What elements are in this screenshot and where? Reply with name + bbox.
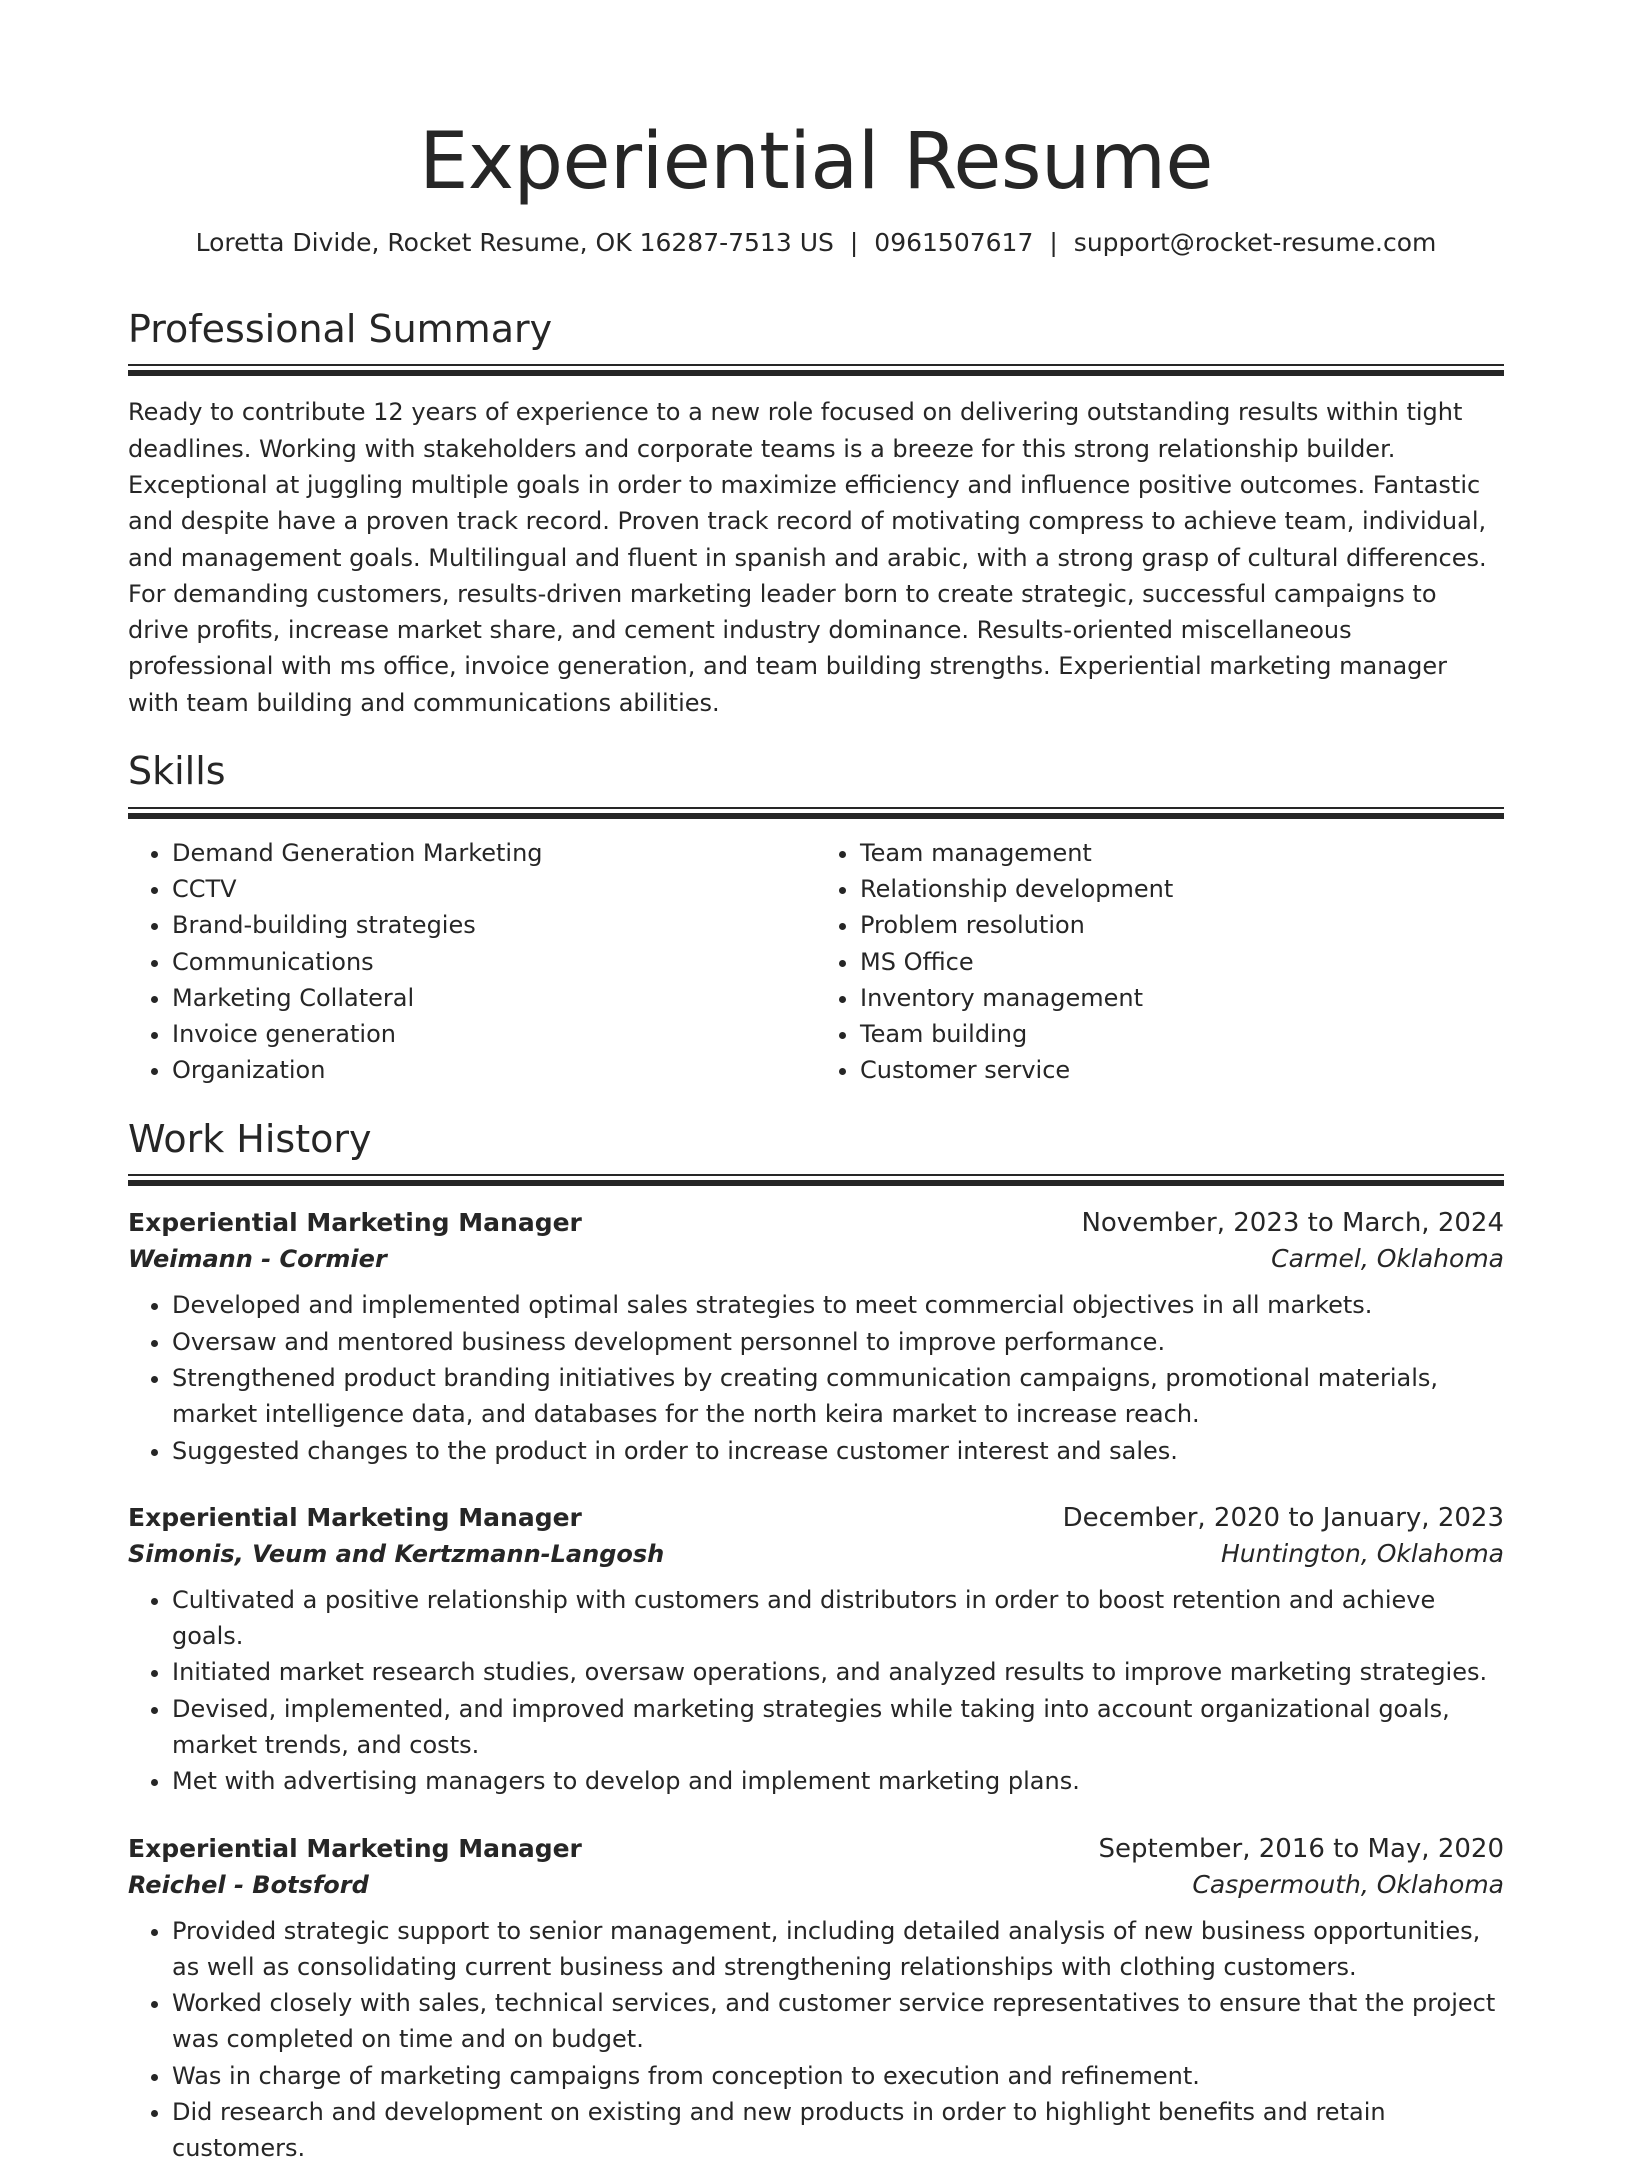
skill-item: • Invoice generation xyxy=(172,1016,816,1052)
job-bullet: • Strengthened product branding initiatives by creating communication campaigns, promotional materials, market intelligence data, and databases for the north keira market to increase reach. xyxy=(172,1360,1504,1433)
summary-section xyxy=(128,307,1504,721)
job-location: Huntington, Oklahoma xyxy=(1220,1538,1504,1568)
section-divider xyxy=(128,807,1504,819)
skill-item: • Brand-building strategies xyxy=(172,907,816,943)
job-bullet: • Devised, implemented, and improved marketing strategies while taking into account organizational goals, market trends, and costs. xyxy=(172,1691,1504,1764)
job-subheader-row xyxy=(128,1533,1504,1568)
job-title: Experiential Marketing Manager xyxy=(128,1208,582,1238)
skill-item: • CCTV xyxy=(172,871,816,907)
skill-item: • Team management xyxy=(860,835,1504,871)
job-header-row xyxy=(128,1834,1504,1864)
contact-separator: | xyxy=(849,227,859,257)
job-bullet: • Initiated market research studies, oversaw operations, and analyzed results to improve marketing strategies. xyxy=(172,1654,1504,1690)
job-bullet: • Did research and development on existing and new products in order to highlight benefits and retain customers. xyxy=(172,2094,1504,2167)
skill-item: • Customer service xyxy=(860,1052,1504,1088)
job-location: Caspermouth, Oklahoma xyxy=(1192,1869,1504,1899)
job-bullet: • Suggested changes to the product in order to increase customer interest and sales. xyxy=(172,1433,1504,1469)
skills-left-list xyxy=(128,835,816,1089)
job-dates: November, 2023 to March, 2024 xyxy=(1081,1208,1504,1239)
contact-line xyxy=(128,228,1504,257)
job-bullet: • Cultivated a positive relationship with customers and distributors in order to boost retention and achieve goals. xyxy=(172,1582,1504,1655)
skill-item: • MS Office xyxy=(860,944,1504,980)
job-company: Simonis, Veum and Kertzmann-Langosh xyxy=(128,1539,665,1568)
job-dates: September, 2016 to May, 2020 xyxy=(1098,1833,1504,1864)
summary-text: Ready to contribute 12 years of experience to a new role focused on delivering outstanding results within tight deadlines. Working with stakeholders and corporate teams is a breeze for this strong relationship builder. Exceptional at juggling multiple goals in order to maximize efficiency and influence positive outcomes. Fantastic and despite have a proven track record. Proven track record of motivating compress to achieve team, individual, and management goals. Multilingual and fluent in spanish and arabic, with a strong grasp of cultural differences. For demanding customers, results-driven marketing leader born to create strategic, successful campaigns to drive profits, increase market share, and cement industry dominance. Results-oriented miscellaneous professional with ms office, invoice generation, and team building strengths. Experiential marketing manager with team building and communications abilities. xyxy=(128,398,1487,717)
skills-grid xyxy=(128,835,1504,1089)
job-bullets xyxy=(128,1913,1504,2167)
skill-item: • Organization xyxy=(172,1052,816,1088)
skill-item: • Communications xyxy=(172,944,816,980)
job-dates: December, 2020 to January, 2023 xyxy=(1062,1502,1504,1533)
skill-item: • Problem resolution xyxy=(860,907,1504,943)
job-company: Weimann - Cormier xyxy=(128,1245,387,1274)
skills-right-list xyxy=(816,835,1504,1089)
job-bullet: • Met with advertising managers to develop and implement marketing plans. xyxy=(172,1763,1504,1799)
work-history-heading: Work History xyxy=(128,1116,372,1161)
contact-separator: | xyxy=(1049,227,1058,257)
job-header-row xyxy=(128,1208,1504,1238)
job-subheader-row xyxy=(128,1864,1504,1899)
skill-item: • Team building xyxy=(860,1016,1504,1052)
job-title: Experiential Marketing Manager xyxy=(128,1502,582,1532)
resume-title: Experiential Resume xyxy=(419,117,1213,207)
skill-item: • Marketing Collateral xyxy=(172,980,816,1016)
contact-email[interactable]: support@rocket-resume.com xyxy=(1073,227,1437,257)
summary-heading: Professional Summary xyxy=(128,306,553,351)
job-subheader-row xyxy=(128,1238,1504,1273)
section-divider xyxy=(128,364,1504,376)
contact-phone: 0961507617 xyxy=(874,227,1034,257)
job-location: Carmel, Oklahoma xyxy=(1271,1244,1504,1274)
job-title: Experiential Marketing Manager xyxy=(128,1833,582,1863)
job-bullet: • Was in charge of marketing campaigns from conception to execution and refinement. xyxy=(172,2058,1504,2094)
contact-address: Loretta Divide, Rocket Resume, OK 16287-7513 US xyxy=(195,227,834,257)
skills-heading: Skills xyxy=(128,749,226,794)
job-bullets xyxy=(128,1287,1504,1468)
job-entry xyxy=(128,1208,1504,1468)
job-entry xyxy=(128,1834,1504,2167)
job-header-row xyxy=(128,1503,1504,1533)
job-bullet: • Worked closely with sales, technical services, and customer service representatives to ensure that the project was completed on time and on budget. xyxy=(172,1985,1504,2058)
work-history-section xyxy=(128,1117,1504,2167)
job-bullet: • Oversaw and mentored business development personnel to improve performance. xyxy=(172,1324,1504,1360)
job-bullet: • Provided strategic support to senior management, including detailed analysis of new business opportunities, as well as consolidating current business and strengthening relationships with clothing customers. xyxy=(172,1913,1504,1986)
job-bullets xyxy=(128,1582,1504,1800)
job-bullet: • Developed and implemented optimal sales strategies to meet commercial objectives in all markets. xyxy=(172,1287,1504,1323)
section-divider xyxy=(128,1174,1504,1186)
job-company: Reichel - Botsford xyxy=(128,1870,369,1899)
skill-item: • Inventory management xyxy=(860,980,1504,1016)
skills-section xyxy=(128,749,1504,1089)
skill-item: • Relationship development xyxy=(860,871,1504,907)
job-entry xyxy=(128,1503,1504,1800)
skill-item: • Demand Generation Marketing xyxy=(172,835,816,871)
